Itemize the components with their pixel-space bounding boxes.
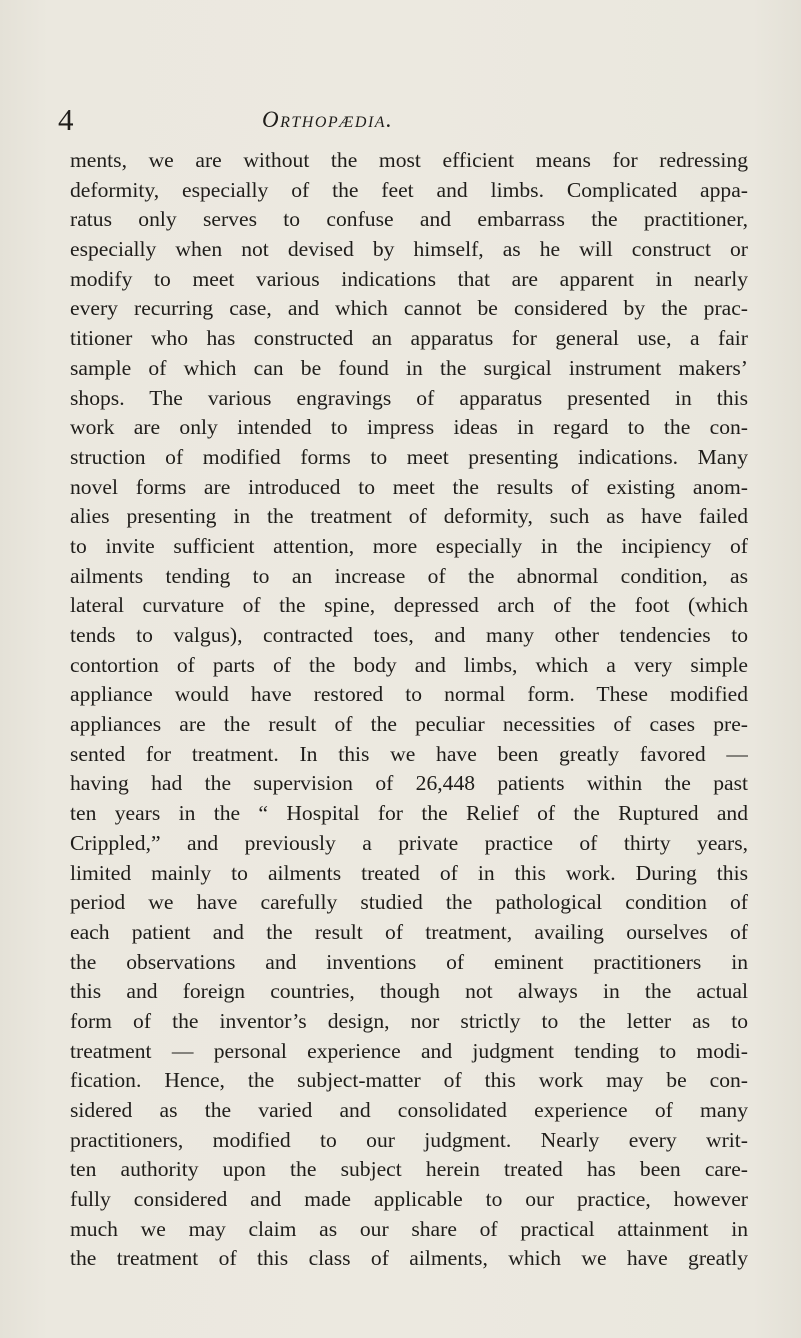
text-line: modify to meet various indications that are apparent in nearly (70, 266, 748, 291)
text-line: ailments tending to an increase of the abnormal condition, as (70, 563, 748, 588)
text-line: ratus only serves to confuse and embarrass the practitioner, (70, 207, 748, 232)
text-line: tends to valgus), contracted toes, and many other tendencies to (70, 623, 748, 647)
text-line: ten authority upon the subject herein treated has been care- (70, 1157, 748, 1182)
text-line: much we may claim as our share of practical attainment in (70, 1216, 748, 1241)
text-line: ten years in the “ Hospital for the Relief of the Ruptured and (70, 801, 748, 826)
text-line: appliances are the result of the peculiar necessities of cases pre- (70, 712, 748, 737)
text-line: limited mainly to ailments treated of in this work. During this (70, 860, 748, 885)
running-head (0, 103, 801, 137)
text-line: lateral curvature of the spine, depressed arch of the foot (which (70, 593, 748, 618)
text-line: Crippled,” and previously a private practice of thirty years, (70, 830, 748, 855)
text-line: deformity, especially of the feet and limbs. Complicated appa- (70, 177, 748, 202)
text-line: alies presenting in the treatment of deformity, such as have failed (70, 504, 748, 529)
text-line: sidered as the varied and consolidated experience of many (70, 1098, 748, 1122)
text-line: the treatment of this class of ailments, which we have greatly (70, 1246, 748, 1271)
text-line: having had the supervision of 26,448 patients within the past (70, 771, 748, 796)
text-line: sented for treatment. In this we have been greatly favored — (70, 741, 748, 766)
text-line: this and foreign countries, though not always in the actual (70, 979, 748, 1004)
text-line: work are only intended to impress ideas in regard to the con- (70, 415, 748, 440)
body-text (70, 146, 748, 1274)
text-line: ments, we are without the most efficient means for redressing (70, 148, 748, 172)
text-line: fully considered and made applicable to our practice, however (70, 1187, 748, 1212)
text-line: practitioners, modified to our judgment. Nearly every writ- (70, 1127, 748, 1152)
text-line: titioner who has constructed an apparatus for general use, a fair (70, 326, 748, 351)
text-line: shops. The various engravings of apparatus presented in this (70, 385, 748, 410)
text-line: novel forms are introduced to meet the results of existing anom- (70, 474, 748, 499)
text-line: struction of modified forms to meet presenting indications. Many (70, 444, 748, 469)
text-line: fication. Hence, the subject-matter of this work may be con- (70, 1068, 748, 1093)
text-line: period we have carefully studied the pathological condition of (70, 890, 748, 915)
text-line: each patient and the result of treatment, availing ourselves of (70, 919, 748, 944)
text-line: sample of which can be found in the surgical instrument makers’ (70, 355, 748, 380)
text-line: treatment — personal experience and judgment tending to modi- (70, 1038, 748, 1063)
text-line: especially when not devised by himself, as he will construct or (70, 237, 748, 262)
text-line: contortion of parts of the body and limbs, which a very simple (70, 652, 748, 677)
text-line: every recurring case, and which cannot be considered by the prac- (70, 296, 748, 321)
running-title: Orthopædia. (262, 107, 394, 132)
text-line: the observations and inventions of eminent practitioners in (70, 949, 748, 974)
page-number: 4 (58, 102, 74, 137)
text-line: form of the inventor’s design, nor strictly to the letter as to (70, 1008, 748, 1033)
text-line: appliance would have restored to normal form. These modified (70, 682, 748, 707)
text-line: to invite sufficient attention, more especially in the incipiency of (70, 533, 748, 558)
